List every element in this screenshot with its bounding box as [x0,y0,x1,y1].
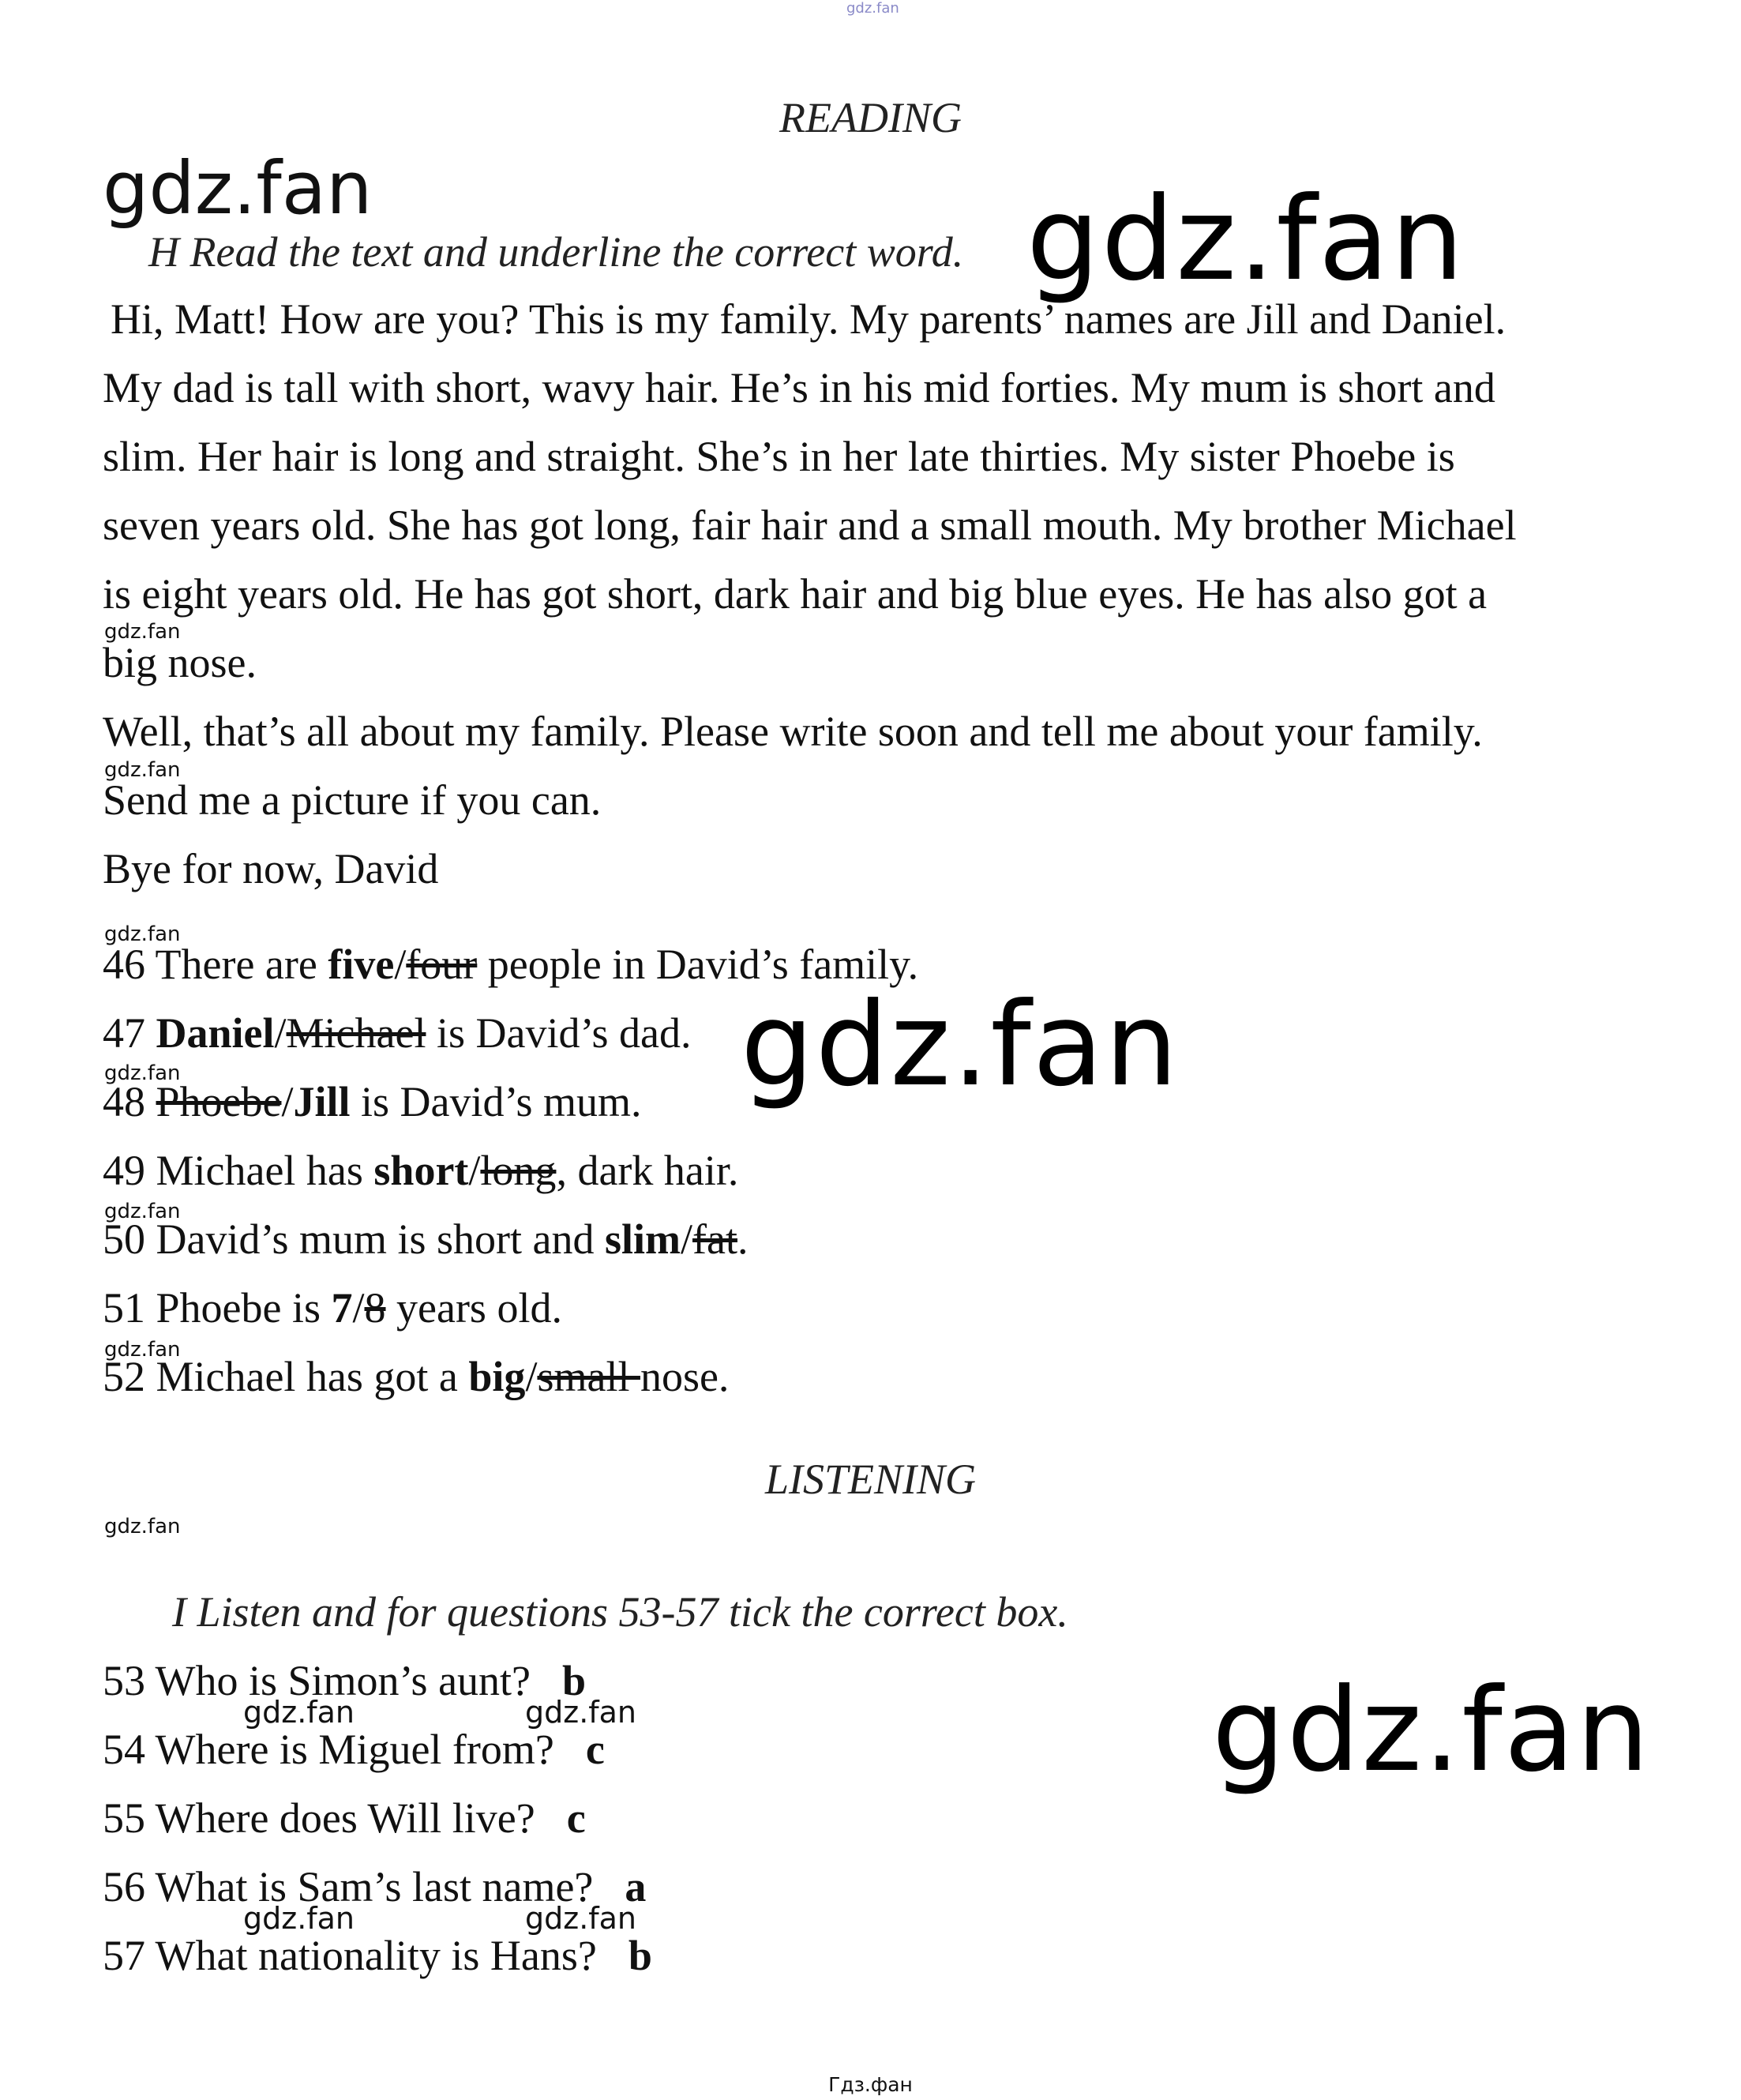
question-48: 48 Phoebe/Jill is David’s mum. [103,1078,642,1125]
watermark-small: gdz.fan [104,758,181,782]
watermark-small: gdz.fan [104,620,181,644]
watermark-large-middle: gdz.fan [741,978,1180,1112]
answer-correct: Daniel [156,1009,275,1057]
question-56: 56 What is Sam’s last name? a [103,1863,647,1910]
answer-wrong: four [406,941,478,988]
answer-wrong: Michael [286,1009,426,1057]
watermark-medium: gdz.fan [525,1695,637,1730]
letter-sign-off: Bye for now, David [103,845,439,892]
answer-wrong: long [480,1147,557,1194]
letter-line: My dad is tall with short, wavy hair. He’s in his mid forties. My mum is short and [103,364,1495,411]
watermark-large-bottom: gdz.fan [1212,1663,1651,1798]
answer-letter: a [625,1863,647,1910]
letter-line: slim. Her hair is long and straight. She’s in her late thirties. My sister Phoebe is [103,433,1455,480]
question-51: 51 Phoebe is 7/8 years old. [103,1284,562,1332]
question-54: 54 Where is Miguel from? c [103,1726,605,1773]
letter-line: big nose. [103,639,257,686]
answer-correct: short [373,1147,469,1194]
answer-correct: slim [604,1215,681,1263]
reading-title-text: READING [779,94,962,141]
reading-instruction: H Read the text and underline the correct word. [148,228,964,276]
watermark-small: gdz.fan [104,1338,181,1362]
watermark-large-left: gdz.fan [103,146,373,231]
question-47: 47 Daniel/Michael is David’s dad. [103,1009,692,1057]
footer [0,2073,1741,2096]
question-46: 46 There are five/four people in David’s family. [103,941,919,988]
watermark-large-instruction: gdz.fan [1026,172,1465,306]
listening-instruction: I Listen and for questions 53-57 tick the correct box. [172,1588,1068,1636]
watermark-small: gdz.fan [104,922,181,946]
letter-line: seven years old. She has got long, fair hair and a small mouth. My brother Michael [103,502,1517,549]
letter-line: Send me a picture if you can. [103,776,602,824]
question-55: 55 Where does Will live? c [103,1794,586,1842]
watermark-medium: gdz.fan [243,1695,355,1730]
answer-letter: c [566,1794,586,1842]
letter-line: Hi, Matt! How are you? This is my family. My parents’ names are Jill and Daniel. [111,295,1506,343]
answer-wrong: fat [692,1215,737,1263]
answer-correct: 7 [331,1284,353,1332]
letter-line: is eight years old. He has got short, dark hair and big blue eyes. He has also got a [103,570,1488,618]
listening-title-text: LISTENING [764,1456,977,1503]
reading-title [0,93,1741,142]
question-52: 52 Michael has got a big/small nose. [103,1353,730,1400]
answer-correct: big [468,1353,526,1400]
answer-letter: c [585,1726,605,1773]
footer-text: Гдз.фан [828,2073,913,2096]
answer-letter: b [628,1932,652,1979]
listening-title [0,1455,1741,1504]
watermark-small: gdz.fan [104,1515,181,1538]
answer-wrong: Phoebe [156,1078,282,1125]
answer-correct: five [328,941,395,988]
question-53: 53 Who is Simon’s aunt? b [103,1657,587,1704]
top-watermark: gdz.fan [846,0,899,17]
question-49: 49 Michael has short/long, dark hair. [103,1147,739,1194]
answer-correct: Jill [293,1078,351,1125]
answer-wrong: 8 [364,1284,386,1332]
letter-line: Well, that’s all about my family. Please write soon and tell me about your family. [103,708,1483,755]
answer-letter: b [562,1657,587,1704]
watermark-small: gdz.fan [104,1061,181,1085]
answer-wrong: small [537,1353,640,1400]
watermark-small: gdz.fan [104,1200,181,1223]
watermark-medium: gdz.fan [525,1901,637,1936]
question-50: 50 David’s mum is short and slim/fat. [103,1215,749,1263]
question-57: 57 What nationality is Hans? b [103,1932,652,1979]
watermark-medium: gdz.fan [243,1901,355,1936]
